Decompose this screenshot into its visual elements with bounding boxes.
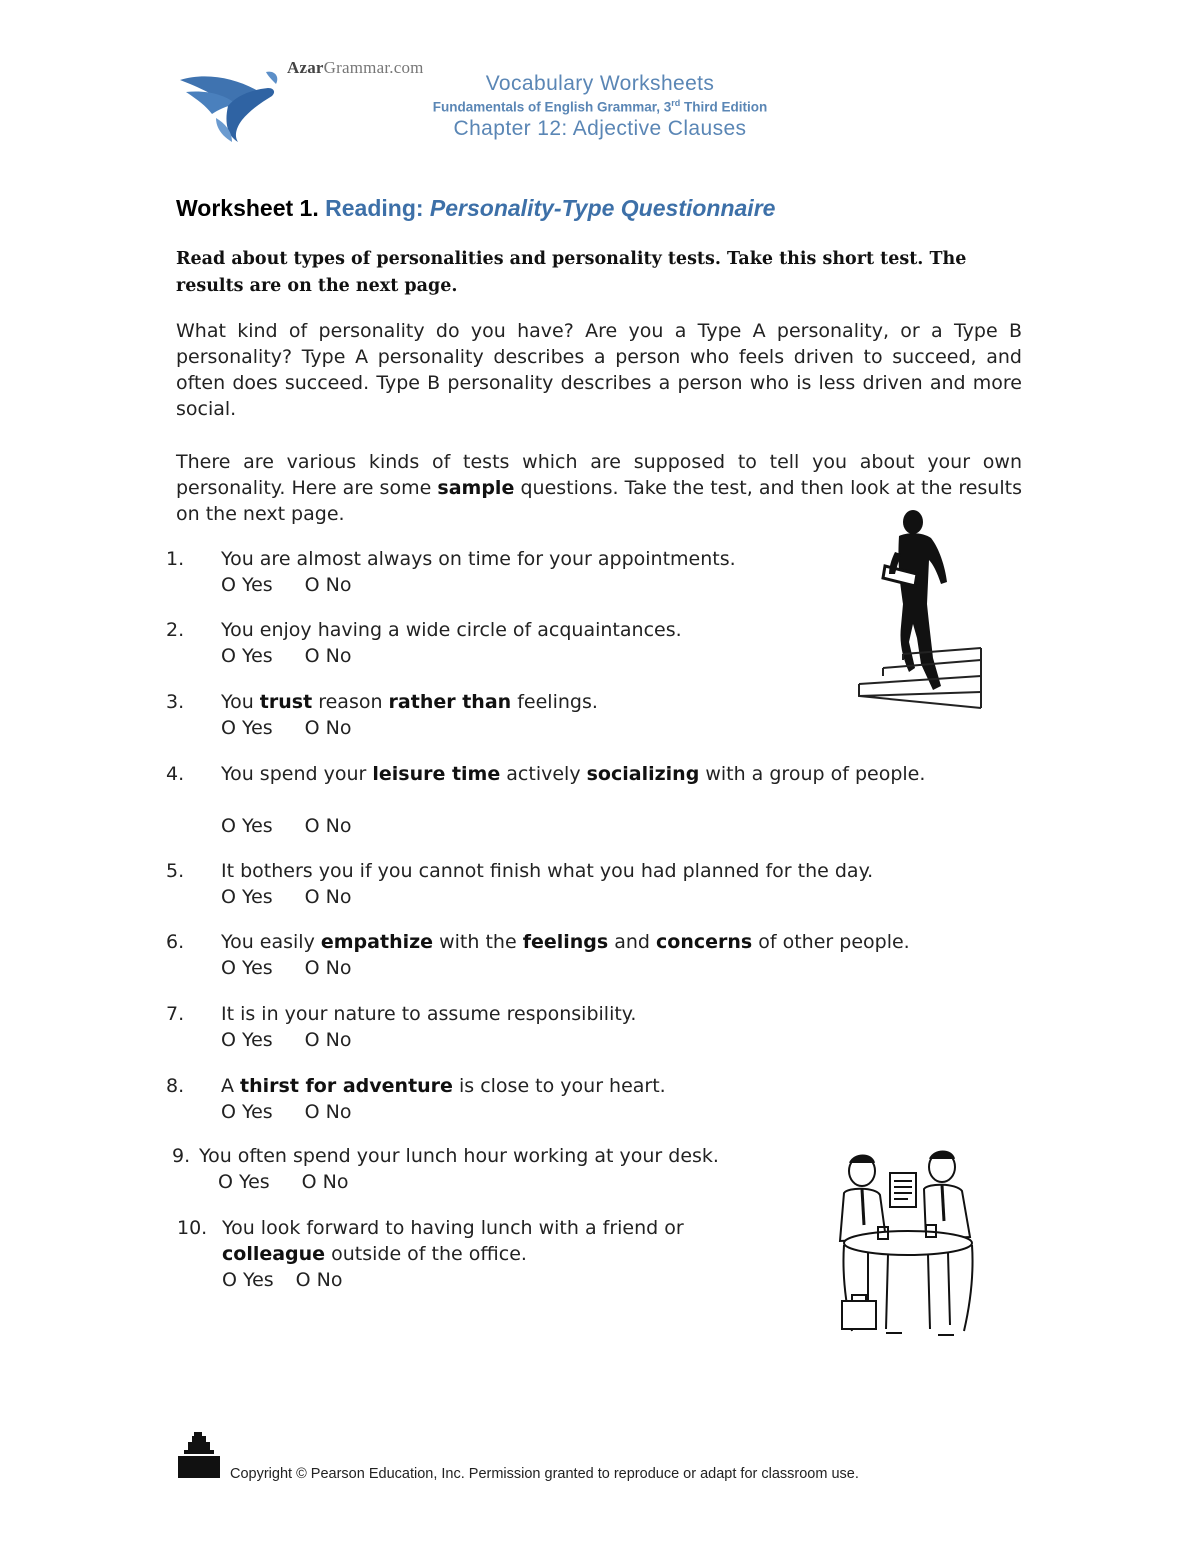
yes-option[interactable]: O Yes [221,645,273,667]
worksheet-topic: Personality-Type Questionnaire [429,195,776,221]
no-option[interactable]: O No [301,1171,349,1193]
answer-options [221,1099,352,1125]
no-option[interactable]: O No [304,957,352,979]
lunch-meeting-illustration [828,1145,984,1347]
header-subtitle: Fundamentals of English Grammar, 3rd Third Edition [432,98,768,115]
question-text: A thirst for adventure is close to your heart. [221,1075,666,1097]
test-paragraph: There are various kinds of tests which are supposed to tell you about your own personality. Here are some sample questions. Take the test, and then look at the results on the next page. [176,451,1022,525]
question-text: You spend your leisure time actively socializing with a group of people. [221,763,926,785]
question-number: 4. [166,763,185,785]
businessman-on-stairs-illustration [855,508,987,714]
question-number: 7. [166,1003,185,1025]
yes-option[interactable]: O Yes [221,1101,273,1123]
yes-option[interactable]: O Yes [221,574,273,596]
yes-option[interactable]: O Yes [221,815,273,837]
question-item [166,1001,1026,1053]
question-number: 3. [166,691,185,713]
question-item [166,761,1026,839]
no-option[interactable]: O No [304,717,352,739]
answer-options [222,1267,343,1293]
question-number: 6. [166,931,185,953]
worksheet-title [176,195,775,222]
no-option[interactable]: O No [304,574,352,596]
answer-options [221,813,352,839]
intro-paragraph: What kind of personality do you have? Are you a Type A personality, or a Type B personality? Type A personality describes a person who feels driven to succeed, and often does succeed. Type B personality describes a person who is less driven and more social. [176,320,1022,420]
yes-option[interactable]: O Yes [221,1029,273,1051]
worksheet-section: Reading: [325,195,424,221]
answer-options [221,884,352,910]
question-text: You often spend your lunch hour working at your desk. [199,1145,719,1167]
answer-options [218,1169,349,1195]
worksheet-label: Worksheet 1. [176,195,319,221]
question-text: It bothers you if you cannot finish what you had planned for the day. [221,860,874,882]
answer-options [221,955,352,981]
header-title: Vocabulary Worksheets [485,72,715,95]
question-number: 8. [166,1075,185,1097]
no-option[interactable]: O No [304,886,352,908]
question-text: You enjoy having a wide circle of acquaintances. [221,619,682,641]
question-text: You look forward to having lunch with a friend or colleague outside of the office. [222,1217,684,1265]
question-text: It is in your nature to assume responsibility. [221,1003,637,1025]
question-number: 1. [166,548,185,570]
yes-option[interactable]: O Yes [221,957,273,979]
copyright-notice: Copyright © Pearson Education, Inc. Permission granted to reproduce or adapt for classroom use. [230,1466,859,1482]
question-item [166,858,1026,910]
no-option[interactable]: O No [295,1269,343,1291]
question-item [166,1073,1026,1125]
site-name: AzarGrammar.com [287,58,424,77]
answer-options [221,1027,352,1053]
no-option[interactable]: O No [304,815,352,837]
yes-option[interactable]: O Yes [218,1171,270,1193]
no-option[interactable]: O No [304,1101,352,1123]
no-option[interactable]: O No [304,645,352,667]
answer-options [221,715,352,741]
no-option[interactable]: O No [304,1029,352,1051]
question-text: You are almost always on time for your appointments. [221,548,736,570]
azar-bird-logo [176,62,284,144]
question-text: You easily empathize with the feelings and concerns of other people. [221,931,910,953]
question-text: You trust reason rather than feelings. [221,691,598,713]
yes-option[interactable]: O Yes [222,1269,274,1291]
answer-options [221,643,352,669]
pearson-longman-logo [176,1428,222,1478]
question-number: 10. [177,1217,208,1239]
question-number: 9. [172,1145,191,1167]
question-item [166,929,1026,981]
yes-option[interactable]: O Yes [221,886,273,908]
question-number: 5. [166,860,185,882]
answer-options [221,572,352,598]
instructions: Read about types of personalities and personality tests. Take this short test. The results are on the next page. [176,249,967,296]
yes-option[interactable]: O Yes [221,717,273,739]
header-chapter: Chapter 12: Adjective Clauses [453,117,747,140]
question-number: 2. [166,619,185,641]
